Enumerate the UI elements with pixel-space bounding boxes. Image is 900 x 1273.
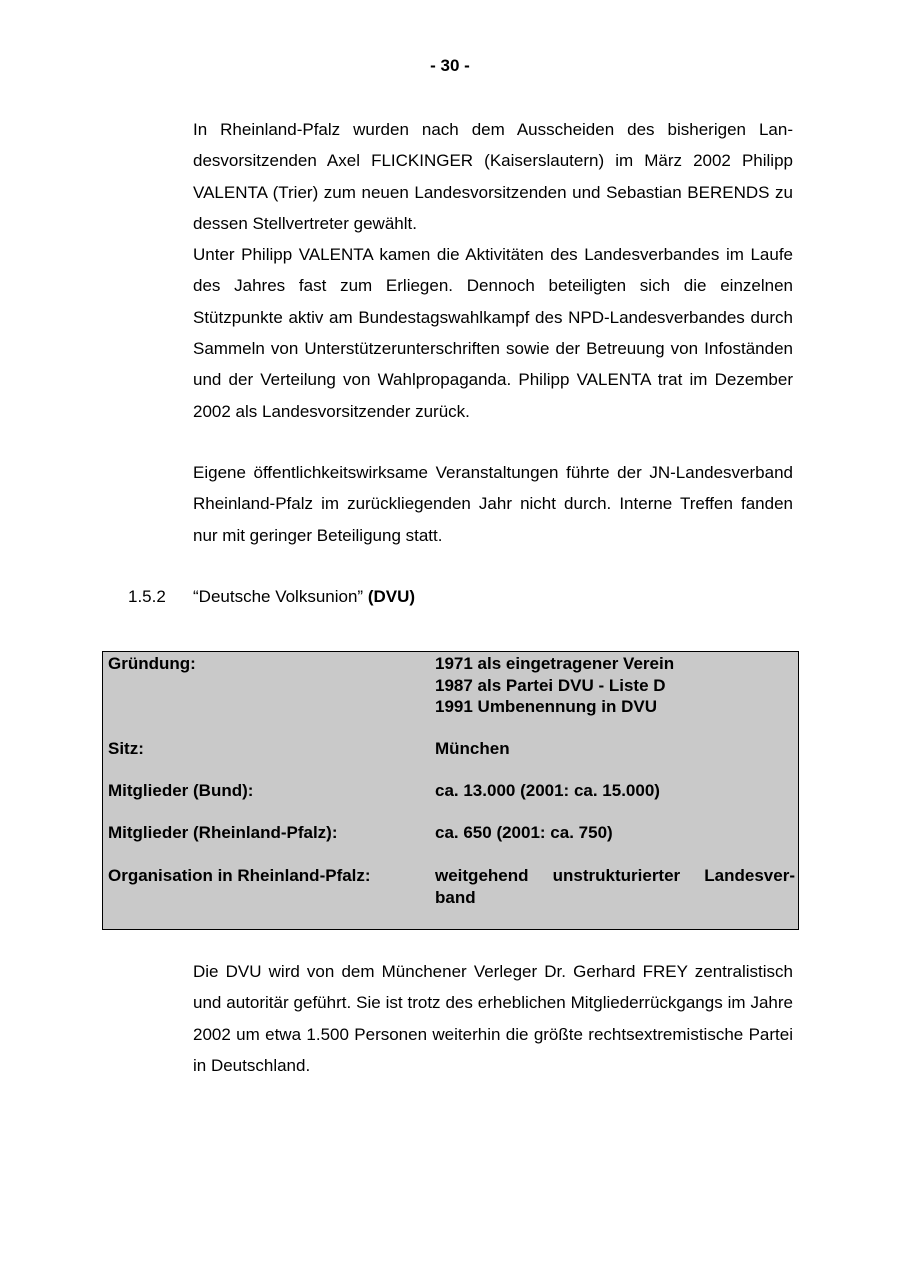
section-title: “Deutsche Volksunion”: [193, 587, 364, 606]
info-value-line: 1987 als Partei DVU - Liste D: [435, 675, 666, 695]
info-label: Mitglieder (Bund):: [108, 781, 254, 800]
info-value-line: München: [435, 739, 510, 758]
info-value-line: 1991 Umbenennung in DVU: [435, 697, 657, 716]
info-label: Gründung:: [108, 654, 196, 673]
body-text-block: [193, 956, 793, 1081]
info-label: Organisation in Rheinland-Pfalz:: [108, 866, 371, 885]
info-table: [102, 651, 799, 930]
info-value: [435, 865, 795, 908]
section-abbreviation: (DVU): [367, 587, 416, 606]
section-heading: [128, 587, 415, 607]
body-text-block: [193, 114, 793, 427]
info-value-line: ca. 13.000 (2001: ca. 15.000): [435, 781, 660, 800]
info-label: Sitz:: [108, 739, 144, 758]
page-number: - 30 -: [430, 56, 470, 75]
paragraph: In Rheinland-Pfalz wurden nach dem Ausscheiden des bisherigen Landesvorsitzenden Axel FLICKINGER (Kaiserslautern) im März 2002 Philipp VALENTA (Trier) zum neuen Landesvorsitzenden und Sebastian BERENDS zu dessen Stellvertreter gewählt.: [193, 120, 793, 233]
info-value-line: band: [435, 887, 476, 907]
section-number: 1.5.2: [128, 587, 166, 606]
paragraph: Unter Philipp VALENTA kamen die Aktivitäten des Landesverbandes im Laufe des Jahres fast zum Erliegen. Dennoch beteiligten sich die einzelnen Stützpunkte aktiv am Bundestagswahlkampf des NPD-Landesverbandes durch Sammeln von Unterstützerunterschriften sowie der Betreuung von Infoständen und der Verteilung von Wahlpropaganda. Philipp VALENTA trat im Dezember 2002 als Landesvorsitzender zurück.: [193, 245, 793, 421]
info-label: Mitglieder (Rheinland-Pfalz):: [108, 823, 338, 842]
info-value: [435, 738, 795, 760]
info-value: [435, 653, 795, 718]
info-value-line: ca. 650 (2001: ca. 750): [435, 823, 613, 842]
paragraph: Eigene öffentlichkeitswirksame Veranstaltungen führte der JN-Landesverband Rheinland-Pfalz im zurückliegenden Jahr nicht durch. Interne Treffen fanden nur mit geringer Beteiligung statt.: [193, 463, 793, 545]
paragraph: Die DVU wird von dem Münchener Verleger Dr. Gerhard FREY zentralistisch und autoritär geführt. Sie ist trotz des erheblichen Mitgliederrückgangs im Jahre 2002 um etwa 1.500 Personen weiterhin die größte rechtsextremistische Partei in Deutschland.: [193, 962, 793, 1075]
body-text-block: [193, 457, 793, 551]
info-value-line: weitgehend unstrukturierter Landesver-: [435, 866, 795, 885]
info-value: [435, 822, 795, 844]
info-value: [435, 780, 795, 802]
info-value-line: 1971 als eingetragener Verein: [435, 654, 675, 673]
